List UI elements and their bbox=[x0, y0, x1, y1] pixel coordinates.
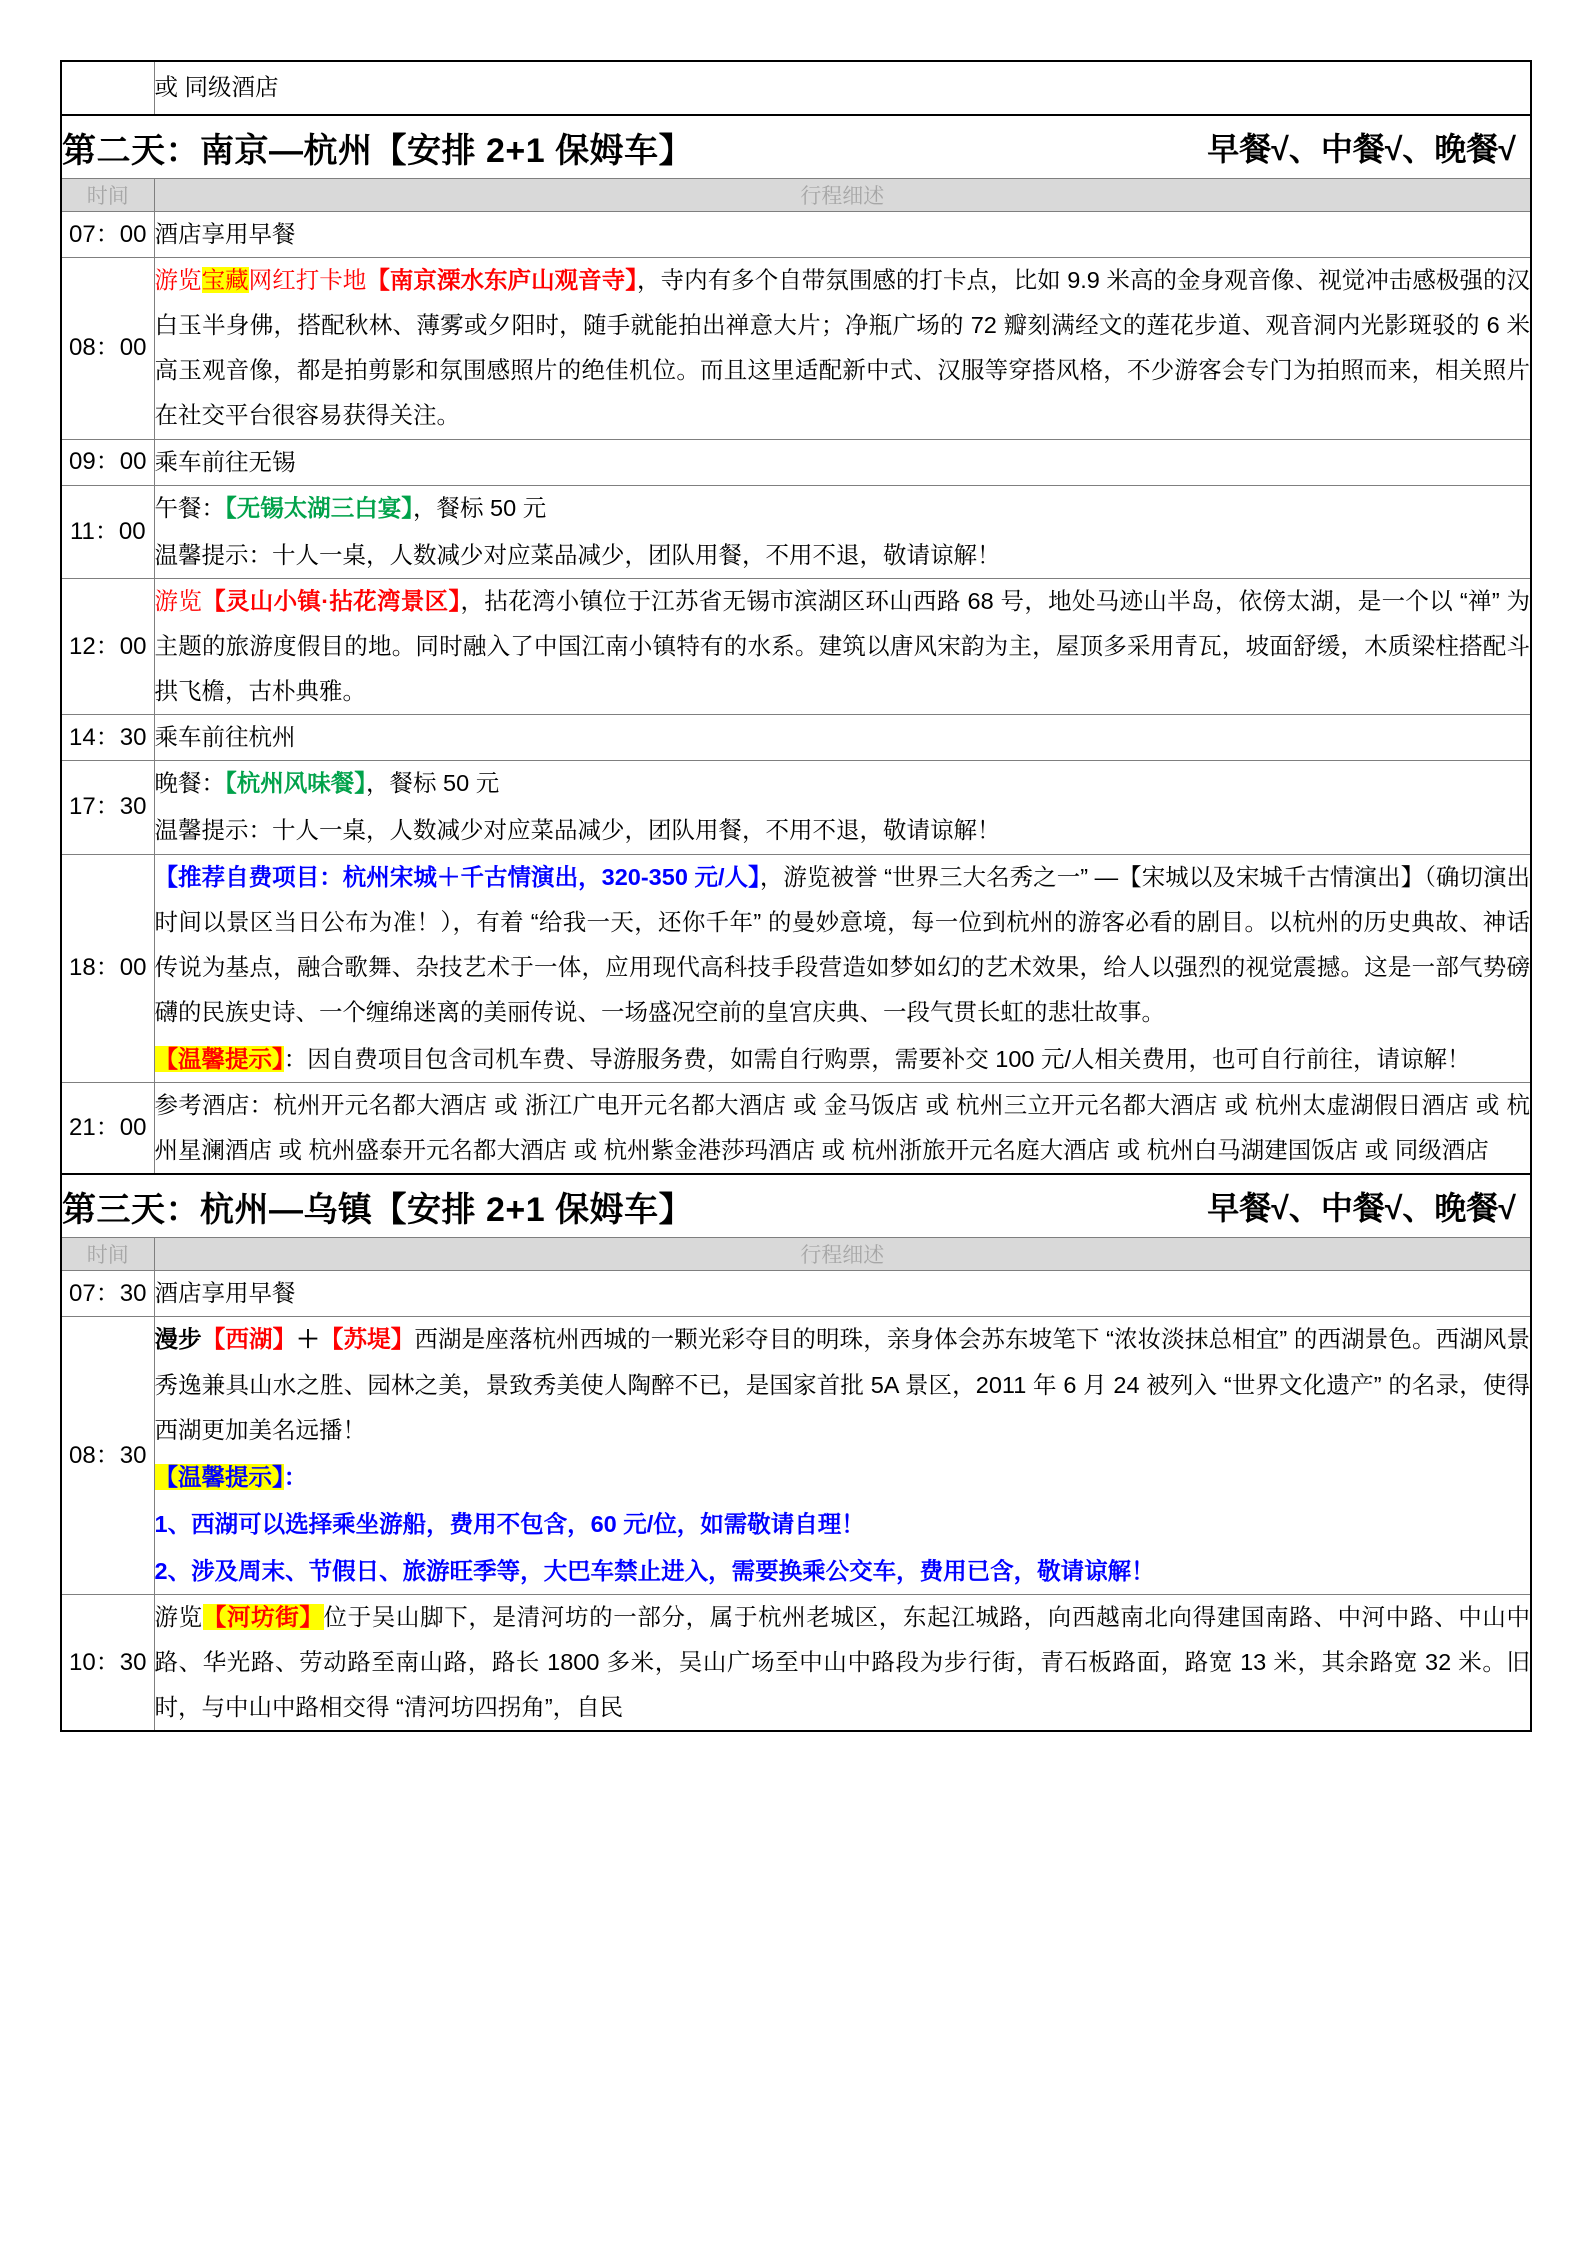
text-run: 游览 bbox=[154, 1604, 203, 1631]
text-run: 【南京溧水东庐山观音寺】 bbox=[366, 267, 638, 294]
text-run: 西湖是座落杭州西城的一颗光彩夺目的明珠，亲身体会苏东坡笔下 “浓妆淡抹总相宜” 的西湖景色。西湖风景秀逸兼具山水之胜、园林之美，景致秀美使人陶醉不已，是国家首批 5A 景区，2011 年 6 月 24 被列入 “世界文化遗产” 的名录，使得西湖更加美名远播！ bbox=[154, 1326, 1531, 1443]
day-banner bbox=[61, 1174, 1531, 1238]
itinerary-table bbox=[60, 60, 1532, 1732]
text-run: 【无锡太湖三白宴】 bbox=[225, 494, 413, 521]
text-run: 【推荐自费项目：杭州宋城＋千古情演出，320-350 元/人】 bbox=[154, 863, 760, 890]
detail-paragraph bbox=[155, 1317, 1531, 1452]
detail-cell bbox=[154, 1317, 1531, 1595]
table-row bbox=[61, 715, 1531, 761]
day-meals: 早餐√、中餐√、晚餐√ bbox=[1207, 131, 1516, 167]
time-cell: 08：00 bbox=[61, 258, 154, 439]
detail-cell bbox=[154, 854, 1531, 1083]
text-run: ，拈花湾小镇位于江苏省无锡市滨湖区环山西路 68 号，地处马迹山半岛，依傍太湖，是一个以 “禅” 为主题的旅游度假目的地。同时融入了中国江南小镇特有的水系。建筑以唐风宋韵为主，屋顶多采用青瓦，坡面舒缓，木质梁柱搭配斗拱飞檐，古朴典雅。 bbox=[154, 587, 1531, 705]
detail-paragraph bbox=[155, 65, 1531, 110]
text-run: 【温馨提示】 bbox=[154, 1045, 284, 1072]
table-row bbox=[61, 485, 1531, 578]
detail-paragraph bbox=[155, 855, 1531, 1035]
text-run: 温馨提示：十人一桌，人数减少对应菜品减少，团队用餐，不用不退，敬请谅解！ bbox=[154, 817, 1001, 844]
table-row bbox=[61, 439, 1531, 485]
table-row bbox=[61, 212, 1531, 258]
detail-cell bbox=[154, 485, 1531, 578]
detail-paragraph bbox=[155, 258, 1531, 438]
text-run: 酒店享用早餐 bbox=[154, 1280, 296, 1307]
detail-paragraph bbox=[155, 1502, 1531, 1547]
text-run: 【温馨提示】 bbox=[154, 1463, 284, 1490]
text-run: 【苏堤】 bbox=[319, 1326, 415, 1353]
detail-paragraph bbox=[155, 1037, 1531, 1082]
text-run: 温馨提示：十人一桌，人数减少对应菜品减少，团队用餐，不用不退，敬请谅解！ bbox=[154, 541, 1001, 568]
time-cell: 07：00 bbox=[61, 212, 154, 258]
text-run: ，餐标 50 元 bbox=[366, 770, 500, 797]
day-banner-row bbox=[61, 1174, 1531, 1238]
text-run: 或 同级酒店 bbox=[154, 74, 279, 101]
day-title: 第二天：南京—杭州【安排 2+1 保姆车】 bbox=[62, 131, 694, 170]
detail-paragraph bbox=[155, 533, 1531, 578]
detail-paragraph bbox=[155, 1083, 1531, 1173]
column-header-detail: 行程细述 bbox=[154, 1238, 1531, 1271]
text-run: ，游览被誉 “世界三大名秀之一” —【宋城以及宋城千古情演出】（确切演出时间以景区当日公布为准！），有着 “给我一天，还你千年” 的曼妙意境，每一位到杭州的游客必看的剧目。以杭州的历史典故、神话传说为基点，融合歌舞、杂技艺术于一体，应用现代高科技手段营造如梦如幻的艺术效果，给人以强烈的视觉震撼。这是一部气势磅礴的民族史诗、一个缠绵迷离的美丽传说、一场盛况空前的皇宫庆典、一段气贯长虹的悲壮故事。 bbox=[154, 863, 1530, 1025]
column-header-time: 时间 bbox=[61, 179, 154, 212]
time-cell: 11：00 bbox=[61, 485, 154, 578]
table-row bbox=[61, 1317, 1531, 1595]
time-cell: 14：30 bbox=[61, 715, 154, 761]
day-banner-inner bbox=[62, 123, 1530, 172]
day-title: 第三天：杭州—乌镇【安排 2+1 保姆车】 bbox=[62, 1190, 694, 1229]
detail-paragraph bbox=[155, 486, 1531, 531]
text-run: 晚餐： bbox=[154, 770, 225, 797]
day-meals: 早餐√、中餐√、晚餐√ bbox=[1207, 1190, 1516, 1227]
table-row bbox=[61, 761, 1531, 854]
text-run: ＋ bbox=[296, 1326, 320, 1353]
detail-cell bbox=[154, 715, 1531, 761]
detail-cell bbox=[154, 1271, 1531, 1317]
detail-paragraph bbox=[155, 1455, 1531, 1500]
table-row bbox=[61, 258, 1531, 439]
table-row bbox=[61, 578, 1531, 714]
text-run: 游览 bbox=[154, 587, 203, 614]
text-run: ，寺内有多个自带氛围感的打卡点，比如 9.9 米高的金身观音像、视觉冲击感极强的汉白玉半身佛，搭配秋林、薄雾或夕阳时，随手就能拍出禅意大片；净瓶广场的 72 瓣刻满经文的莲花步道、观音洞内光影斑驳的 6 米高玉观音像，都是拍剪影和氛围感照片的绝佳机位。而且这里适配新中式、汉服等穿搭风格，不少游客会专门为拍照而来，相关照片在社交平台很容易获得关注。 bbox=[154, 267, 1531, 429]
day-banner-inner bbox=[62, 1182, 1530, 1231]
time-cell: 18：00 bbox=[61, 854, 154, 1083]
text-run: 游览 bbox=[154, 267, 202, 294]
column-header-row bbox=[61, 1238, 1531, 1271]
detail-paragraph bbox=[155, 715, 1531, 760]
detail-paragraph bbox=[155, 212, 1531, 257]
detail-paragraph bbox=[155, 440, 1531, 485]
time-cell: 17：30 bbox=[61, 761, 154, 854]
time-cell: 12：00 bbox=[61, 578, 154, 714]
text-run: 2、涉及周末、节假日、旅游旺季等，大巴车禁止进入，需要换乘公交车，费用已含，敬请谅解！ bbox=[154, 1557, 1155, 1584]
table-row bbox=[61, 1595, 1531, 1732]
time-cell: 21：00 bbox=[61, 1083, 154, 1175]
text-run: 参考酒店：杭州开元名都大酒店 或 浙江广电开元名都大酒店 或 金马饭店 或 杭州三立开元名都大酒店 或 杭州太虚湖假日酒店 或 杭州星澜酒店 或 杭州盛泰开元名都大酒店 或 杭州紫金港莎玛酒店 或 杭州浙旅开元名庭大酒店 或 杭州白马湖建国饭店 或 同级酒店 bbox=[154, 1092, 1530, 1164]
text-run: 乘车前往无锡 bbox=[154, 448, 296, 475]
table-row bbox=[61, 1271, 1531, 1317]
time-cell: 08：30 bbox=[61, 1317, 154, 1595]
text-run: ： bbox=[283, 1463, 308, 1490]
text-run: 午餐： bbox=[154, 494, 225, 521]
detail-cell bbox=[154, 61, 1531, 115]
detail-paragraph bbox=[155, 1595, 1531, 1730]
time-cell: 09：00 bbox=[61, 439, 154, 485]
column-header-row bbox=[61, 179, 1531, 212]
text-run: 位于吴山脚下，是清河坊的一部分，属于杭州老城区，东起江城路，向西越南北向得建国南路、中河中路、中山中路、华光路、劳动路至南山路，路长 1800 多米，吴山广场至中山中路段为步行街，青石板路面，路宽 13 米，其余路宽 32 米。旧时，与中山中路相交得 “清河坊四拐角”，自民 bbox=[154, 1604, 1531, 1721]
detail-paragraph bbox=[155, 1549, 1531, 1594]
text-run: 【河坊街】 bbox=[202, 1604, 324, 1631]
text-run: 宝藏 bbox=[201, 267, 249, 294]
text-run: 漫步 bbox=[154, 1326, 202, 1353]
text-run: 【灵山小镇·拈花湾景区】 bbox=[202, 587, 461, 614]
table-row bbox=[61, 1083, 1531, 1175]
detail-paragraph bbox=[155, 761, 1531, 806]
detail-cell bbox=[154, 258, 1531, 439]
column-header-detail: 行程细述 bbox=[154, 179, 1531, 212]
time-cell bbox=[61, 61, 154, 115]
text-run: 网红打卡地 bbox=[248, 267, 367, 294]
text-run: 【西湖】 bbox=[201, 1326, 297, 1353]
detail-cell bbox=[154, 212, 1531, 258]
day-banner bbox=[61, 115, 1531, 179]
detail-paragraph bbox=[155, 1271, 1531, 1316]
table-row bbox=[61, 854, 1531, 1083]
time-cell: 10：30 bbox=[61, 1595, 154, 1732]
text-run: 乘车前往杭州 bbox=[154, 724, 296, 751]
detail-cell bbox=[154, 1083, 1531, 1175]
text-run: 【杭州风味餐】 bbox=[225, 770, 366, 797]
itinerary-body bbox=[61, 61, 1531, 1731]
text-run: ：因自费项目包含司机车费、导游服务费，如需自行购票，需要补交 100 元/人相关费用，也可自行前往，请谅解！ bbox=[283, 1045, 1471, 1072]
table-row bbox=[61, 61, 1531, 115]
detail-paragraph bbox=[155, 579, 1531, 714]
text-run: ，餐标 50 元 bbox=[413, 494, 547, 521]
detail-cell bbox=[154, 439, 1531, 485]
text-run: 1、西湖可以选择乘坐游船，费用不包含，60 元/位，如需敬请自理！ bbox=[154, 1510, 865, 1537]
detail-cell bbox=[154, 761, 1531, 854]
detail-cell bbox=[154, 578, 1531, 714]
text-run: 酒店享用早餐 bbox=[154, 221, 296, 247]
time-cell: 07：30 bbox=[61, 1271, 154, 1317]
detail-cell bbox=[154, 1595, 1531, 1732]
detail-paragraph bbox=[155, 808, 1531, 853]
column-header-time: 时间 bbox=[61, 1238, 154, 1271]
day-banner-row bbox=[61, 115, 1531, 179]
